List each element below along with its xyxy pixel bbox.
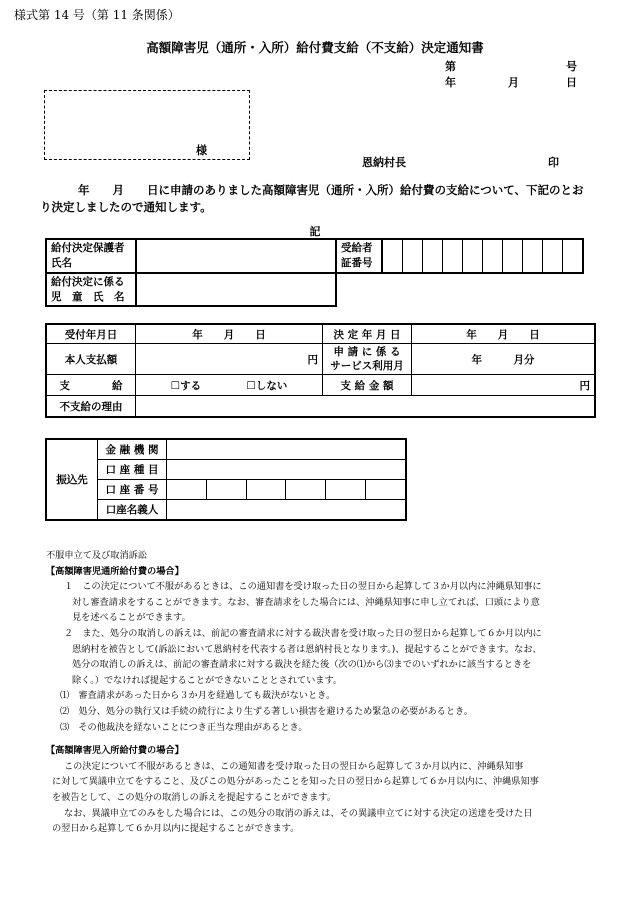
s1-paragraph-1-line-3: 見を述べることができます。: [72, 612, 191, 624]
s1-item-2: ⑵ 処分、処分の執行又は手続の続行により生ずる著しい損害を避けるため緊急の必要があるとき。: [60, 705, 474, 717]
date-month: 月: [508, 76, 519, 89]
bank-table: [45, 438, 407, 521]
payment-amount-field[interactable]: 円: [412, 375, 596, 396]
account-number-digit[interactable]: [206, 480, 246, 500]
s2-paragraph-2-line-2: の翌日から起算して６か月以内に提起することができます。: [52, 823, 300, 835]
received-date-label: 受付年月日: [46, 324, 136, 344]
account-holder-label: 口座名義人: [98, 500, 167, 521]
recipient-number-digit[interactable]: [423, 239, 443, 273]
payment-options: [136, 375, 323, 396]
received-date-field[interactable]: 年 月 日: [136, 324, 323, 344]
s2-paragraph-1-line-2: に対して異議申立てをすること、及びこの処分があったことを知った日の翌日から起算して６か月以内に、沖縄県知事: [52, 776, 539, 788]
recipient-number-digit[interactable]: [503, 239, 523, 273]
recipient-number-digit[interactable]: [382, 239, 403, 273]
ki-heading: 記: [309, 225, 321, 238]
decision-table: [45, 323, 596, 418]
seal-mark: 印: [548, 156, 559, 169]
document-title: 高額障害児（通所・入所）給付費支給（不支給）決定通知書: [146, 40, 484, 55]
account-holder-field[interactable]: [167, 500, 407, 521]
recipient-number-digit[interactable]: [403, 239, 423, 273]
section2-title: 【高額障害児入所給付費の場合】: [46, 745, 184, 757]
account-number-digit[interactable]: [286, 480, 326, 500]
self-pay-field[interactable]: 円: [136, 344, 323, 375]
non-payment-reason-field[interactable]: [136, 396, 596, 418]
account-number-digit[interactable]: [366, 480, 406, 500]
recipient-number-digit[interactable]: [523, 239, 543, 273]
guardian-name-field[interactable]: [136, 239, 336, 273]
account-number-digit[interactable]: [246, 480, 286, 500]
s1-paragraph-2-line-1: ２ また、処分の取消しの訴えは、前記の審査請求に対する裁決書を受け取った日の翌日から起算して６か月以内に: [64, 627, 542, 639]
recipient-number-digit[interactable]: [483, 239, 503, 273]
self-pay-label: 本人支払額: [46, 344, 136, 375]
service-month-field[interactable]: 年 月分: [412, 344, 596, 375]
payment-yes-checkbox[interactable]: ☐する: [170, 379, 202, 392]
account-number-digit[interactable]: [167, 480, 207, 500]
account-type-field[interactable]: [167, 460, 407, 480]
appeal-notes: [46, 548, 542, 837]
decision-date-label: 決 定 年 月 日: [323, 324, 412, 344]
child-label: 給付決定に係る 児 童 氏 名: [46, 273, 136, 306]
notes-heading: 不服申立て及び取消訴訟: [46, 550, 148, 561]
date-day: 日: [566, 76, 577, 89]
s1-paragraph-2-line-3: 処分の取消しの訴えは、前記の審査請求に対する裁決を経た後（次の⑴から⑶までのいずれかに該当するときを: [72, 659, 532, 671]
date-year: 年: [445, 76, 456, 89]
recipient-honorific: 様: [196, 144, 207, 157]
recipient-number-digit[interactable]: [543, 239, 563, 273]
recipient-number-digit[interactable]: [463, 239, 483, 273]
child-name-field[interactable]: [136, 273, 336, 306]
number-suffix: 号: [566, 60, 577, 73]
child-table: [45, 272, 337, 307]
bank-field[interactable]: [167, 439, 407, 460]
non-payment-reason-label: 不支給の理由: [46, 396, 136, 418]
recipient-number-digit[interactable]: [443, 239, 463, 273]
s2-paragraph-2-line-1: なお、異議申立てのみをした場合には、この処分の取消の訴えは、その異議申立てに対する決定の送達を受けた日: [64, 807, 533, 819]
issuer-name: 恩納村長: [362, 156, 406, 169]
s1-item-3: ⑶ その他裁決を経ないことにつき正当な理由があるとき。: [60, 721, 308, 733]
s1-paragraph-1-line-1: １ この決定について不服があるときは、この通知書を受け取った日の翌日から起算して３か月以内に沖縄県知事に: [64, 581, 542, 593]
account-number-digit[interactable]: [326, 480, 366, 500]
transfer-label: 振込先: [46, 439, 98, 520]
guardian-label: 給付決定保護者 氏名: [46, 239, 136, 273]
notice-body: 年 月 日に申請のありました高額障害児（通所・入所）給付費の支給について、下記のとおり決定しましたので通知します。: [40, 183, 584, 214]
s1-item-1: ⑴ 審査請求があった日から３か月を経過しても裁決がないとき。: [60, 690, 336, 702]
s1-paragraph-1-line-2: 対し審査請求をすることができます。なお、審査請求をした場合には、沖縄県知事に申し立てれば、口頭により意: [72, 596, 540, 608]
form-number: 様式第 14 号（第 11 条関係）: [14, 8, 180, 22]
recipient-table: [45, 238, 584, 274]
s2-paragraph-1-line-3: を被告として、この処分の取消しの訴えを提起することができます。: [52, 791, 336, 803]
decision-date-field[interactable]: 年 月 日: [412, 324, 596, 344]
account-number-label: 口 座 番 号: [98, 480, 167, 500]
recipient-number-label: 受給者 証番号: [336, 239, 382, 273]
payment-label: 支 給: [46, 375, 136, 396]
number-prefix: 第: [445, 60, 456, 73]
payment-no-checkbox[interactable]: ☐しない: [246, 379, 288, 392]
service-month-label: 申 請 に 係 る サービス利用月: [323, 344, 412, 375]
payment-amount-label: 支 給 金 額: [323, 375, 412, 396]
s1-paragraph-2-line-4: 除く。）でなければ提起することができないこととされています。: [72, 674, 343, 686]
section1-title: 【高額障害児通所給付費の場合】: [46, 565, 184, 577]
address-box: [44, 90, 250, 160]
account-type-label: 口 座 種 目: [98, 460, 167, 480]
s2-paragraph-1-line-1: この決定について不服があるときは、この通知書を受け取った日の翌日から起算して３か月以内に、沖縄県知事: [64, 760, 524, 772]
s1-paragraph-2-line-2: 恩納村を被告として(訴訟において恩納村を代表する者は恩納村長となります。)、提起することができます。なお、: [72, 643, 542, 655]
recipient-number-digit[interactable]: [563, 239, 584, 273]
bank-label: 金 融 機 関: [98, 439, 167, 460]
